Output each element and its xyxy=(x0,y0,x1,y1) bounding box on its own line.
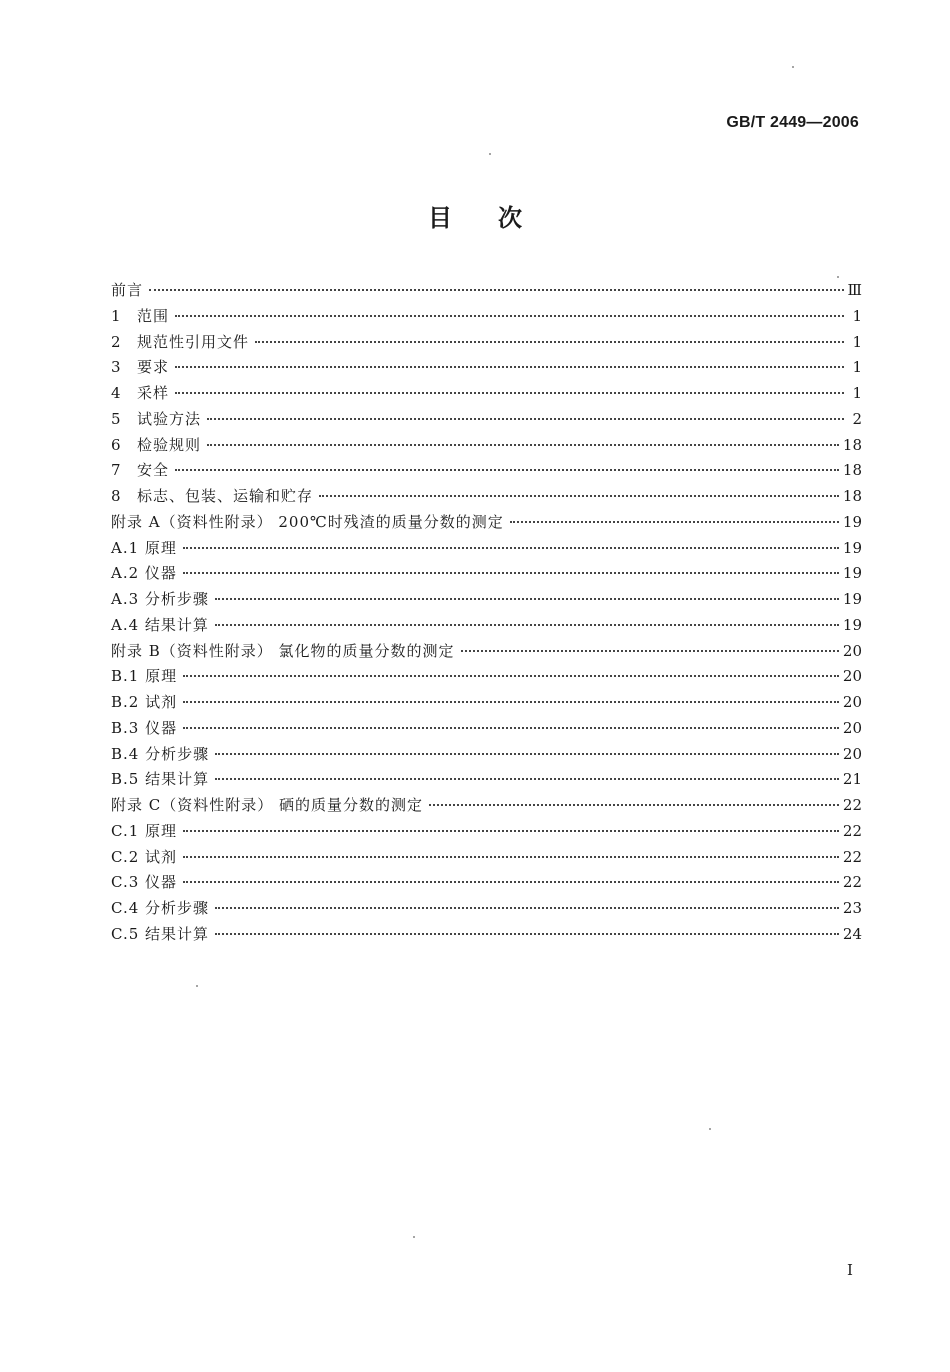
toc-entry-page: 20 xyxy=(842,667,862,686)
toc-entry-page: 1 xyxy=(852,384,862,402)
toc-entry-label: 试验方法 xyxy=(137,409,202,428)
toc-entry xyxy=(111,381,862,407)
toc-entry-label: A.2 仪器 xyxy=(111,564,177,583)
scan-speck xyxy=(413,1236,415,1238)
toc-entry-label: C.4 分析步骤 xyxy=(111,899,210,917)
standard-number: GB/T 2449—2006 xyxy=(726,114,859,131)
toc-entry-label: C.3 仪器 xyxy=(111,873,178,892)
toc-entry xyxy=(111,355,862,381)
toc-entry-page: 2 xyxy=(852,409,862,428)
toc-dot-leader xyxy=(183,727,839,729)
toc-dot-leader xyxy=(175,469,839,471)
toc-dot-leader xyxy=(215,933,839,935)
toc-entry-page: 18 xyxy=(842,435,862,454)
toc-entry-label: B.5 结果计算 xyxy=(111,770,210,789)
toc-dot-leader xyxy=(183,701,839,703)
toc-dot-leader xyxy=(183,830,839,832)
toc-dot-leader xyxy=(215,598,839,600)
toc-dot-leader xyxy=(510,521,839,523)
toc-entry-page: 22 xyxy=(842,873,862,892)
toc-entry-label: 附录 B（资料性附录） 氯化物的质量分数的测定 xyxy=(111,641,455,660)
toc-entry-label: 附录 C（资料性附录） 硒的质量分数的测定 xyxy=(111,796,424,814)
toc-entry xyxy=(111,536,862,562)
toc-entry-page: 19 xyxy=(842,538,862,557)
toc-entry xyxy=(111,639,862,665)
toc-entry xyxy=(111,742,862,768)
toc-entry xyxy=(111,819,862,845)
toc-entry-label: A.4 结果计算 xyxy=(111,615,209,634)
scan-speck xyxy=(792,66,794,68)
toc-entry xyxy=(111,613,862,639)
toc-dot-leader xyxy=(461,650,839,652)
toc-entry xyxy=(111,433,862,459)
toc-entry-label: 采样 xyxy=(137,384,170,402)
toc-entry-page: 1 xyxy=(852,332,862,351)
toc-entry-page: 19 xyxy=(842,615,862,634)
toc-entry-page: 20 xyxy=(842,744,862,763)
toc-entry-label: C.5 结果计算 xyxy=(111,924,210,943)
toc-entry xyxy=(111,458,862,484)
toc-entry xyxy=(111,278,862,304)
toc-entry-page: Ⅲ xyxy=(847,281,862,299)
toc-entry-page: 20 xyxy=(842,693,862,711)
toc-entry-label: B.4 分析步骤 xyxy=(111,744,210,763)
toc-entry-page: 21 xyxy=(842,770,862,789)
toc-entry-page: 22 xyxy=(842,796,862,814)
scan-speck xyxy=(837,276,839,278)
toc-entry-label: 规范性引用文件 xyxy=(137,332,250,351)
scan-speck xyxy=(709,1128,711,1130)
toc-entry-label: C.1 原理 xyxy=(111,821,178,840)
toc-entry-number: 3 xyxy=(111,358,121,377)
toc-entry xyxy=(111,845,862,871)
toc-dot-leader xyxy=(183,675,839,677)
toc-dot-leader xyxy=(149,289,844,291)
toc-entry-page: 19 xyxy=(842,564,862,583)
toc-dot-leader xyxy=(207,444,839,446)
toc-dot-leader xyxy=(215,778,839,780)
toc-dot-leader xyxy=(183,547,839,549)
toc-entry-label: B.2 试剂 xyxy=(111,693,178,711)
toc-entry-label: 要求 xyxy=(137,358,170,377)
toc-entry-page: 18 xyxy=(842,487,862,505)
toc-entry-number: 4 xyxy=(111,384,121,402)
toc-entry xyxy=(111,896,862,922)
toc-dot-leader xyxy=(215,907,839,909)
toc-entry-label: A.3 分析步骤 xyxy=(111,590,209,608)
toc-dot-leader xyxy=(207,418,844,420)
table-of-contents xyxy=(111,278,862,948)
toc-dot-leader xyxy=(429,804,839,806)
toc-dot-leader xyxy=(319,495,839,497)
toc-entry-label: A.1 原理 xyxy=(111,538,177,557)
toc-entry xyxy=(111,870,862,896)
toc-entry-page: 22 xyxy=(842,847,862,866)
toc-dot-leader xyxy=(255,341,844,343)
toc-entry xyxy=(111,304,862,330)
toc-entry-number: 7 xyxy=(111,461,121,480)
toc-entry-number: 2 xyxy=(111,332,121,351)
toc-entry-number: 6 xyxy=(111,435,121,454)
scan-speck xyxy=(489,153,491,155)
toc-entry-page: 20 xyxy=(842,641,862,660)
toc-entry-label: 标志、包装、运输和贮存 xyxy=(137,487,314,505)
toc-entry xyxy=(111,330,862,356)
toc-entry xyxy=(111,716,862,742)
toc-dot-leader xyxy=(183,572,839,574)
toc-entry xyxy=(111,561,862,587)
toc-entry xyxy=(111,690,862,716)
toc-dot-leader xyxy=(215,753,839,755)
toc-entry xyxy=(111,510,862,536)
toc-entry-page: 1 xyxy=(852,306,862,325)
toc-entry-page: 23 xyxy=(842,899,862,917)
toc-entry xyxy=(111,407,862,433)
toc-entry-label: 范围 xyxy=(137,306,170,325)
page-title: 目次 xyxy=(428,204,568,232)
toc-entry-page: 1 xyxy=(852,358,862,377)
toc-entry-number: 8 xyxy=(111,487,121,505)
toc-dot-leader xyxy=(215,624,839,626)
toc-entry-page: 22 xyxy=(842,821,862,840)
toc-entry-label: 前言 xyxy=(111,281,144,299)
toc-entry-page: 18 xyxy=(842,461,862,480)
toc-entry-page: 20 xyxy=(842,718,862,737)
toc-entry-page: 19 xyxy=(842,512,862,531)
toc-entry-label: B.1 原理 xyxy=(111,667,178,686)
page-number: I xyxy=(847,1261,853,1279)
toc-entry-number: 5 xyxy=(111,409,121,428)
toc-entry xyxy=(111,793,862,819)
toc-entry xyxy=(111,664,862,690)
toc-entry-label: 检验规则 xyxy=(137,435,202,454)
toc-dot-leader xyxy=(175,392,844,394)
toc-dot-leader xyxy=(183,856,839,858)
toc-entry-page: 19 xyxy=(842,590,862,608)
toc-dot-leader xyxy=(175,366,844,368)
toc-entry-label: B.3 仪器 xyxy=(111,718,178,737)
toc-entry xyxy=(111,484,862,510)
toc-dot-leader xyxy=(175,315,844,317)
toc-entry-page: 24 xyxy=(842,924,862,943)
scan-speck xyxy=(196,985,198,987)
toc-entry xyxy=(111,922,862,948)
toc-entry-label: 安全 xyxy=(137,461,170,480)
toc-entry-number: 1 xyxy=(111,306,121,325)
toc-entry xyxy=(111,767,862,793)
toc-entry xyxy=(111,587,862,613)
toc-entry-label: C.2 试剂 xyxy=(111,847,178,866)
toc-entry-label: 附录 A（资料性附录） 200℃时残渣的质量分数的测定 xyxy=(111,512,504,531)
toc-dot-leader xyxy=(183,881,839,883)
